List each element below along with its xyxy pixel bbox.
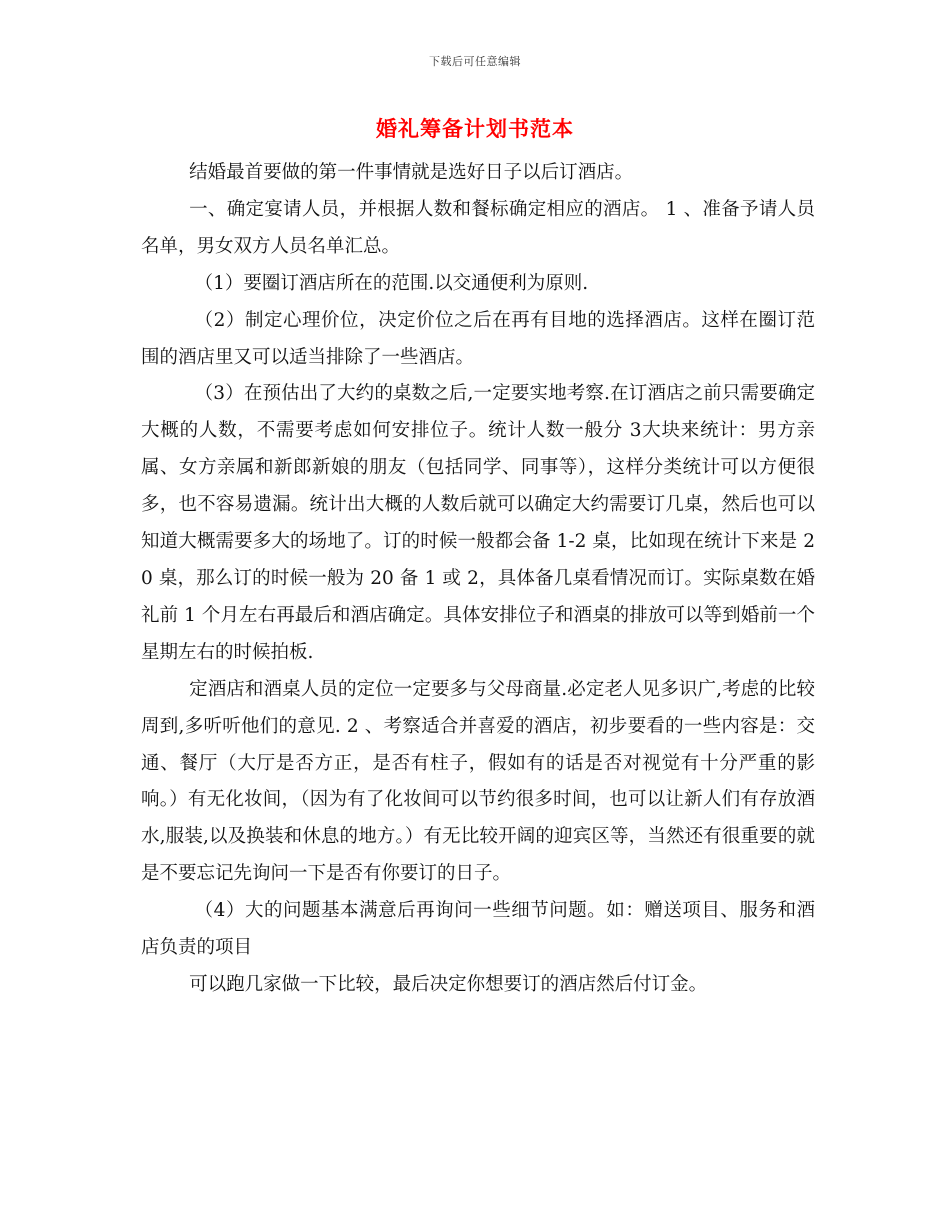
paragraph-venue-consult: 定酒店和酒桌人员的定位一定要多与父母商量.必定老人见多识广,考虑的比较周到,多听听他们的意见. 2 、考察适合并喜爱的酒店，初步要看的一些内容是：交通、餐厅（大厅是否方正，是否有柱子，假如有的话是否对视觉有十分严重的影响。）有无化妆间，（因为有了化妆间可以节约很多时间，也可以让新人们有存放酒水,服装,以及换装和休息的地方。）有无比较开阔的迎宾区等，当然还有很重要的就是不要忘记先询问一下是否有你要订的日子。 — [141, 678, 815, 885]
paragraph-item-4: （4）大的问题基本满意后再询问一些细节问题。如：赠送项目、服务和酒店负责的项目 — [141, 900, 815, 959]
paragraph-section-1: 一、确定宴请人员，并根据人数和餐标确定相应的酒店。 1 、准备予请人员名单，男女双方人员名单汇总。 — [141, 198, 815, 257]
paragraph-item-1: （1）要圈订酒店所在的范围.以交通便利为原则. — [194, 272, 589, 294]
document-title: 婚礼筹备计划书范本 — [376, 116, 574, 141]
paragraph-item-2: （2）制定心理价位，决定价位之后在再有目地的选择酒店。这样在圈订范围的酒店里又可以适当排除了一些酒店。 — [141, 309, 815, 368]
document-body — [141, 155, 815, 1004]
paragraph-item-3: （3）在预估出了大约的桌数之后,一定要实地考察.在订酒店之前只需要确定大概的人数，不需要考虑如何安排位子。统计人数一般分 3大块来统计：男方亲属、女方亲属和新郎新娘的朋友（包括同学、同事等），这样分类统计可以方便很多，也不容易遗漏。统计出大概的人数后就可以确定大约需要订几桌，然后也可以知道大概需要多大的场地了。订的时候一般都会备 1-2 桌，比如现在统计下来是 20 桌，那么订的时候一般为 20 备 1 或 2，具体备几桌看情况而订。实际桌数在婚礼前 1 个月左右再最后和酒店确定。具体安排位子和酒桌的排放可以等到婚前一个星期左右的时候拍板. — [141, 383, 815, 663]
paragraph-conclusion: 可以跑几家做一下比较，最后决定你想要订的酒店然后付订金。 — [189, 973, 708, 995]
header-note: 下载后可任意编辑 — [429, 55, 521, 68]
paragraph-intro: 结婚最首要做的第一件事情就是选好日子以后订酒店。 — [189, 162, 634, 183]
